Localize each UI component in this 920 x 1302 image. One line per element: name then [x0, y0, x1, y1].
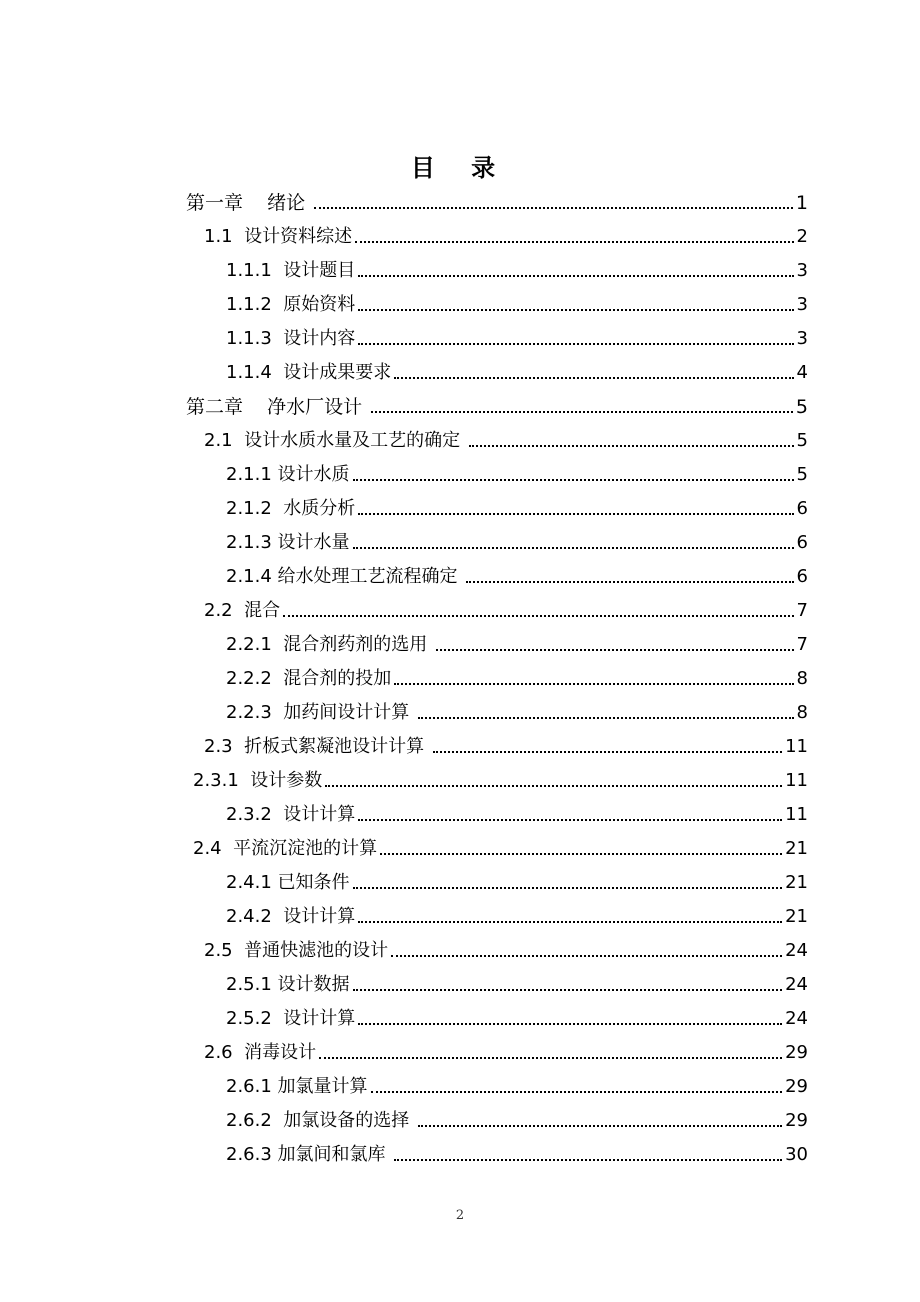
dot-leader [436, 649, 794, 651]
toc-entry-page-number: 8 [796, 702, 808, 723]
toc-entry[interactable] [186, 388, 808, 418]
toc-entry[interactable] [226, 1136, 808, 1166]
dot-leader [466, 581, 793, 583]
toc-entry-page-number: 2 [796, 226, 808, 247]
toc-entry-label: 2.5.2 设计计算 [226, 1008, 356, 1029]
toc-entry-label: 2.3.2 设计计算 [226, 804, 356, 825]
toc-entry-label: 第二章 净水厂设计 [186, 396, 369, 418]
dot-leader [371, 1091, 783, 1093]
dot-leader [355, 241, 793, 243]
toc-entry[interactable] [204, 592, 808, 622]
toc-entry-label: 2.3 折板式絮凝池设计计算 [204, 736, 430, 757]
toc-entry-page-number: 29 [785, 1076, 808, 1097]
toc-entry[interactable] [204, 932, 808, 962]
toc-entry-page-number: 24 [785, 974, 808, 995]
dot-leader [353, 479, 794, 481]
toc-entry[interactable] [226, 456, 808, 486]
dot-leader [418, 1125, 782, 1127]
toc-entry-page-number: 7 [796, 634, 808, 655]
toc-entry-label: 2.6.1 加氯量计算 [226, 1076, 368, 1097]
toc-entry-page-number: 8 [796, 668, 808, 689]
toc-entry-page-number: 3 [796, 294, 808, 315]
toc-entry-page-number: 24 [785, 940, 808, 961]
dot-leader [394, 1159, 782, 1161]
toc-entry-page-number: 4 [796, 362, 808, 383]
toc-entry-label: 2.4 平流沉淀池的计算 [193, 838, 378, 859]
toc-entry-page-number: 5 [795, 396, 808, 418]
toc-entry-label: 2.1.2 水质分析 [226, 498, 356, 519]
toc-entry[interactable] [226, 1000, 808, 1030]
toc-entry-label: 第一章 绪论 [186, 192, 312, 214]
toc-entry-page-number: 5 [796, 430, 808, 451]
toc-entry-page-number: 11 [785, 736, 808, 757]
toc-entry-page-number: 6 [796, 498, 808, 519]
toc-entry-label: 2.2.2 混合剂的投加 [226, 668, 392, 689]
dot-leader [358, 819, 782, 821]
toc-entry[interactable] [226, 286, 808, 316]
toc-entry[interactable] [193, 762, 808, 792]
dot-leader [353, 989, 783, 991]
toc-entry[interactable] [226, 796, 808, 826]
toc-entry-page-number: 6 [796, 532, 808, 553]
dot-leader [394, 377, 793, 379]
toc-entry-page-number: 11 [785, 770, 808, 791]
toc-entry-label: 2.5.1 设计数据 [226, 974, 350, 995]
toc-entry[interactable] [186, 184, 808, 214]
dot-leader [391, 955, 782, 957]
toc-title: 目 录 [410, 154, 510, 182]
toc-entry-label: 2.5 普通快滤池的设计 [204, 940, 389, 961]
toc-entry[interactable] [193, 830, 808, 860]
dot-leader [433, 751, 782, 753]
dot-leader [325, 785, 782, 787]
toc-entry[interactable] [204, 218, 808, 248]
toc-entry-page-number: 3 [796, 260, 808, 281]
page-number: 2 [455, 1208, 465, 1223]
toc-entry[interactable] [226, 490, 808, 520]
dot-leader [358, 921, 782, 923]
toc-entry[interactable] [226, 864, 808, 894]
toc-entry-label: 1.1.3 设计内容 [226, 328, 356, 349]
dot-leader [319, 1057, 782, 1059]
toc-entry[interactable] [226, 694, 808, 724]
toc-entry[interactable] [204, 728, 808, 758]
toc-entry[interactable] [226, 524, 808, 554]
dot-leader [469, 445, 794, 447]
dot-leader [283, 615, 793, 617]
toc-entry[interactable] [204, 1034, 808, 1064]
toc-entry-label: 2.1.4 给水处理工艺流程确定 [226, 566, 464, 587]
dot-leader [358, 275, 793, 277]
toc-entry[interactable] [226, 626, 808, 656]
toc-entry-label: 1.1.4 设计成果要求 [226, 362, 392, 383]
toc-entry-label: 2.3.1 设计参数 [193, 770, 323, 791]
toc-entry-label: 2.4.2 设计计算 [226, 906, 356, 927]
toc-entry-label: 2.2.3 加药间设计计算 [226, 702, 415, 723]
toc-entry-label: 1.1.2 原始资料 [226, 294, 356, 315]
toc-entry-label: 2.1 设计水质水量及工艺的确定 [204, 430, 466, 451]
dot-leader [418, 717, 794, 719]
toc-entry-label: 2.6.3 加氯间和氯库 [226, 1144, 392, 1165]
dot-leader [394, 683, 793, 685]
toc-entry-label: 2.6.2 加氯设备的选择 [226, 1110, 415, 1131]
toc-entry[interactable] [204, 422, 808, 452]
toc-entry[interactable] [226, 966, 808, 996]
toc-entry-page-number: 24 [785, 1008, 808, 1029]
toc-entry[interactable] [226, 320, 808, 350]
toc-entry-label: 2.2.1 混合剂药剂的选用 [226, 634, 433, 655]
toc-entry[interactable] [226, 898, 808, 928]
dot-leader [358, 513, 793, 515]
toc-entry-page-number: 7 [796, 600, 808, 621]
toc-entry-page-number: 1 [795, 192, 808, 214]
toc-entry[interactable] [226, 558, 808, 588]
toc-entry[interactable] [226, 252, 808, 282]
toc-entry-label: 2.2 混合 [204, 600, 281, 621]
toc-entry-page-number: 21 [785, 906, 808, 927]
toc-entry-page-number: 30 [785, 1144, 808, 1165]
toc-entry-label: 2.4.1 已知条件 [226, 872, 350, 893]
toc-entry-page-number: 6 [796, 566, 808, 587]
toc-entry-page-number: 29 [785, 1110, 808, 1131]
toc-entry[interactable] [226, 660, 808, 690]
toc-entry-label: 2.1.1 设计水质 [226, 464, 350, 485]
toc-entry-page-number: 3 [796, 328, 808, 349]
toc-entry-page-number: 21 [785, 872, 808, 893]
toc-entry-page-number: 21 [785, 838, 808, 859]
toc-entry[interactable] [226, 1102, 808, 1132]
dot-leader [358, 309, 793, 311]
toc-entry-label: 2.6 消毒设计 [204, 1042, 317, 1063]
dot-leader [314, 207, 793, 209]
dot-leader [353, 887, 783, 889]
dot-leader [371, 411, 793, 413]
toc-entry[interactable] [226, 1068, 808, 1098]
toc-entry-page-number: 11 [785, 804, 808, 825]
dot-leader [358, 343, 793, 345]
dot-leader [353, 547, 794, 549]
toc-entry[interactable] [226, 354, 808, 384]
toc-entry-label: 1.1.1 设计题目 [226, 260, 356, 281]
toc-entry-label: 2.1.3 设计水量 [226, 532, 350, 553]
toc-entry-page-number: 29 [785, 1042, 808, 1063]
dot-leader [358, 1023, 782, 1025]
toc-entry-page-number: 5 [796, 464, 808, 485]
toc-entry-label: 1.1 设计资料综述 [204, 226, 353, 247]
dot-leader [380, 853, 782, 855]
